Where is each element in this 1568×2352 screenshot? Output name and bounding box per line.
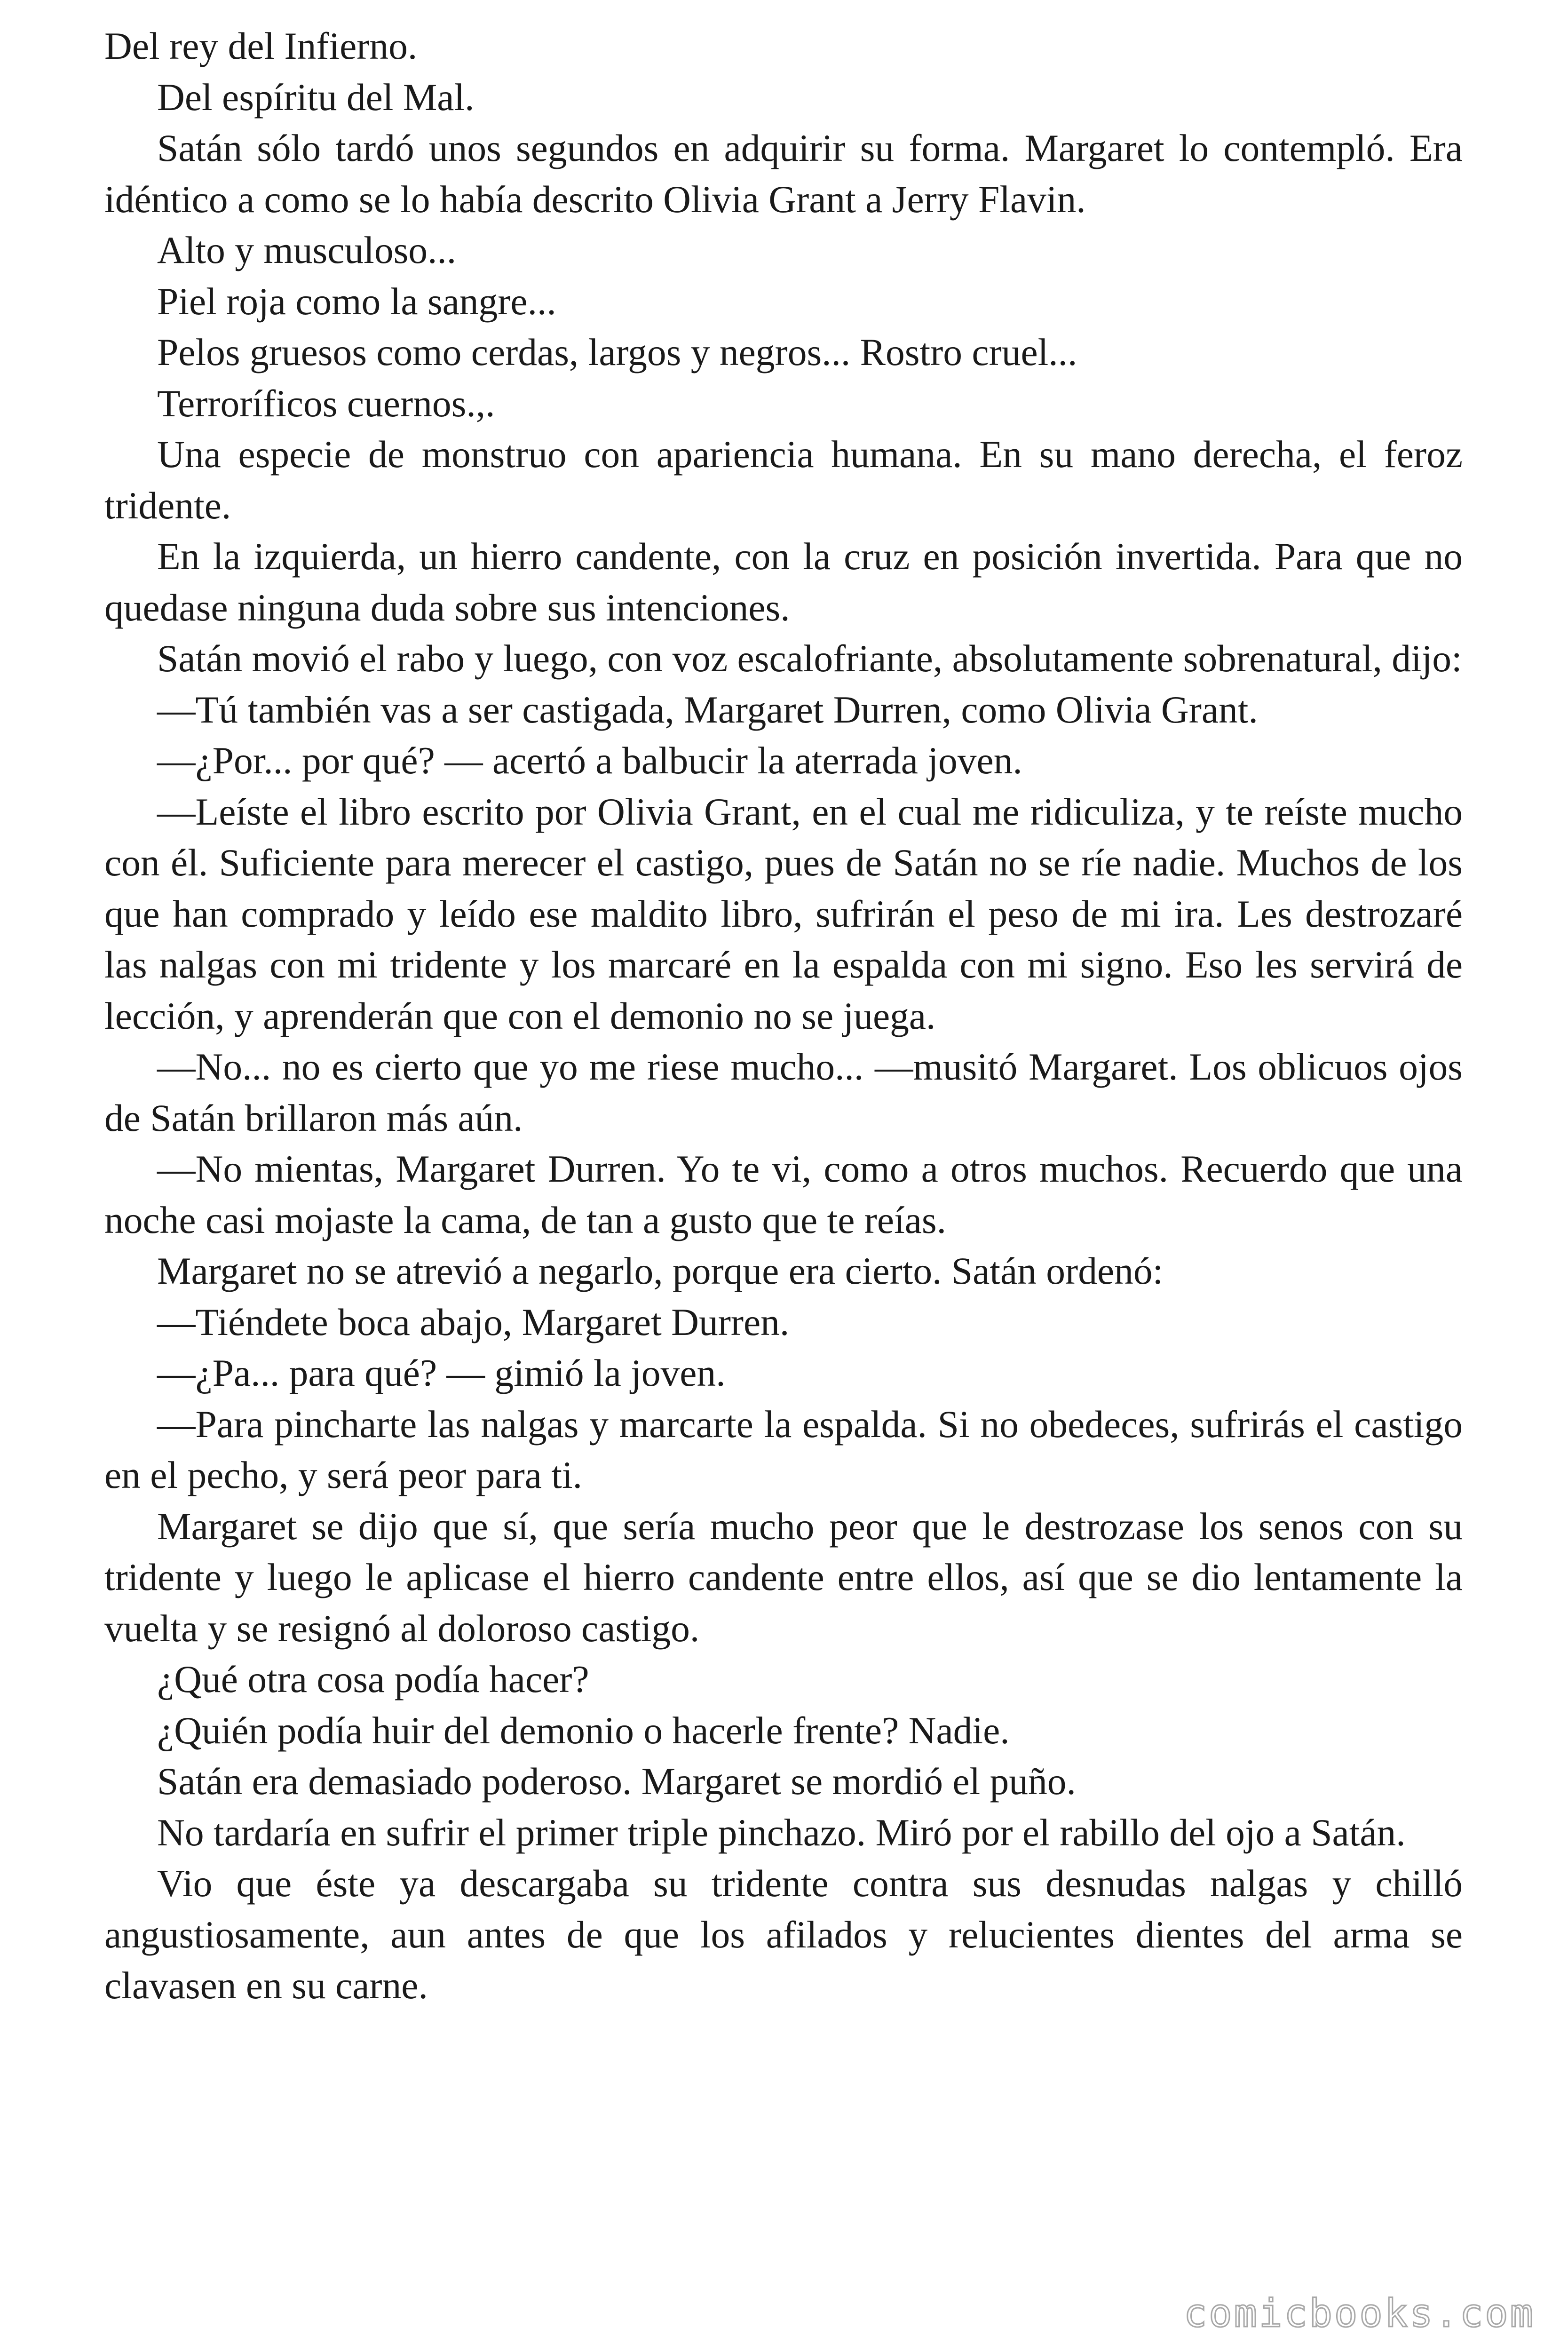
paragraph: No tardaría en sufrir el primer triple pinchazo. Miró por el rabillo del ojo a Satán. [157,1811,1406,1854]
paragraph: —¿Por... por qué? — acertó a balbucir la aterrada joven. [157,739,1022,782]
paragraph: Del rey del Infierno. [104,24,418,67]
paragraph: Pelos gruesos como cerdas, largos y negros... Rostro cruel... [157,331,1077,373]
paragraph: En la izquierda, un hierro candente, con la cruz en posición invertida. Para que no quedase ninguna duda sobre sus intenciones. [104,535,1463,629]
paragraph: ¿Qué otra cosa podía hacer? [157,1658,589,1700]
paragraph: —Leíste el libro escrito por Olivia Grant, en el cual me ridiculiza, y te reíste mucho con él. Suficiente para merecer el castigo, pues de Satán no se ríe nadie. Muchos de los que han comprado y leído ese maldito libro, sufrirán el peso de mi ira. Les destrozaré las nalgas con mi tridente y los marcaré en la espalda con mi signo. Eso les servirá de lección, y aprenderán que con el demonio no se juega. [104,790,1463,1037]
paragraph: —¿Pa... para qué? — gimió la joven. [157,1351,726,1394]
paragraph: Piel roja como la sangre... [157,279,556,323]
page-text [104,21,1463,2011]
paragraph: Vio que éste ya descargaba su tridente contra sus desnudas nalgas y chilló angustiosamente, aun antes de que los afilados y relucientes dientes del arma se clavasen en su carne. [104,1862,1463,2007]
paragraph: ¿Quién podía huir del demonio o hacerle frente? Nadie. [157,1708,1010,1752]
watermark: comicbooks.com [1183,2291,1535,2336]
paragraph: —Tú también vas a ser castigada, Margaret Durren, como Olivia Grant. [157,688,1258,731]
paragraph: Una especie de monstruo con apariencia humana. En su mano derecha, el feroz tridente. [104,433,1463,527]
paragraph: —No... no es cierto que yo me riese mucho... —musitó Margaret. Los oblicuos ojos de Satán brillaron más aún. [104,1045,1463,1139]
paragraph: Terroríficos cuernos.,. [157,381,495,425]
paragraph: —Para pincharte las nalgas y marcarte la espalda. Si no obedeces, sufrirás el castigo en el pecho, y será peor para ti. [104,1402,1463,1496]
paragraph: —No mientas, Margaret Durren. Yo te vi, como a otros muchos. Recuerdo que una noche casi mojaste la cama, de tan a gusto que te reías. [104,1147,1463,1241]
paragraph: Satán sólo tardó unos segundos en adquirir su forma. Margaret lo contempló. Era idéntico a como se lo había descrito Olivia Grant a Jerry Flavin. [104,127,1463,221]
paragraph: Satán era demasiado poderoso. Margaret se mordió el puño. [157,1760,1076,1803]
paragraph: Margaret no se atrevió a negarlo, porque era cierto. Satán ordenó: [157,1249,1164,1292]
paragraph: Del espíritu del Mal. [157,75,475,119]
paragraph: Alto y musculoso... [157,229,457,271]
paragraph: Satán movió el rabo y luego, con voz escalofriante, absolutamente sobrenatural, dijo: [157,637,1462,680]
paragraph: —Tiéndete boca abajo, Margaret Durren. [157,1300,790,1343]
paragraph: Margaret se dijo que sí, que sería mucho peor que le destrozase los senos con su tridente y luego le aplicase el hierro candente entre ellos, así que se dio lentamente la vuelta y se resignó al doloroso castigo. [104,1504,1463,1650]
